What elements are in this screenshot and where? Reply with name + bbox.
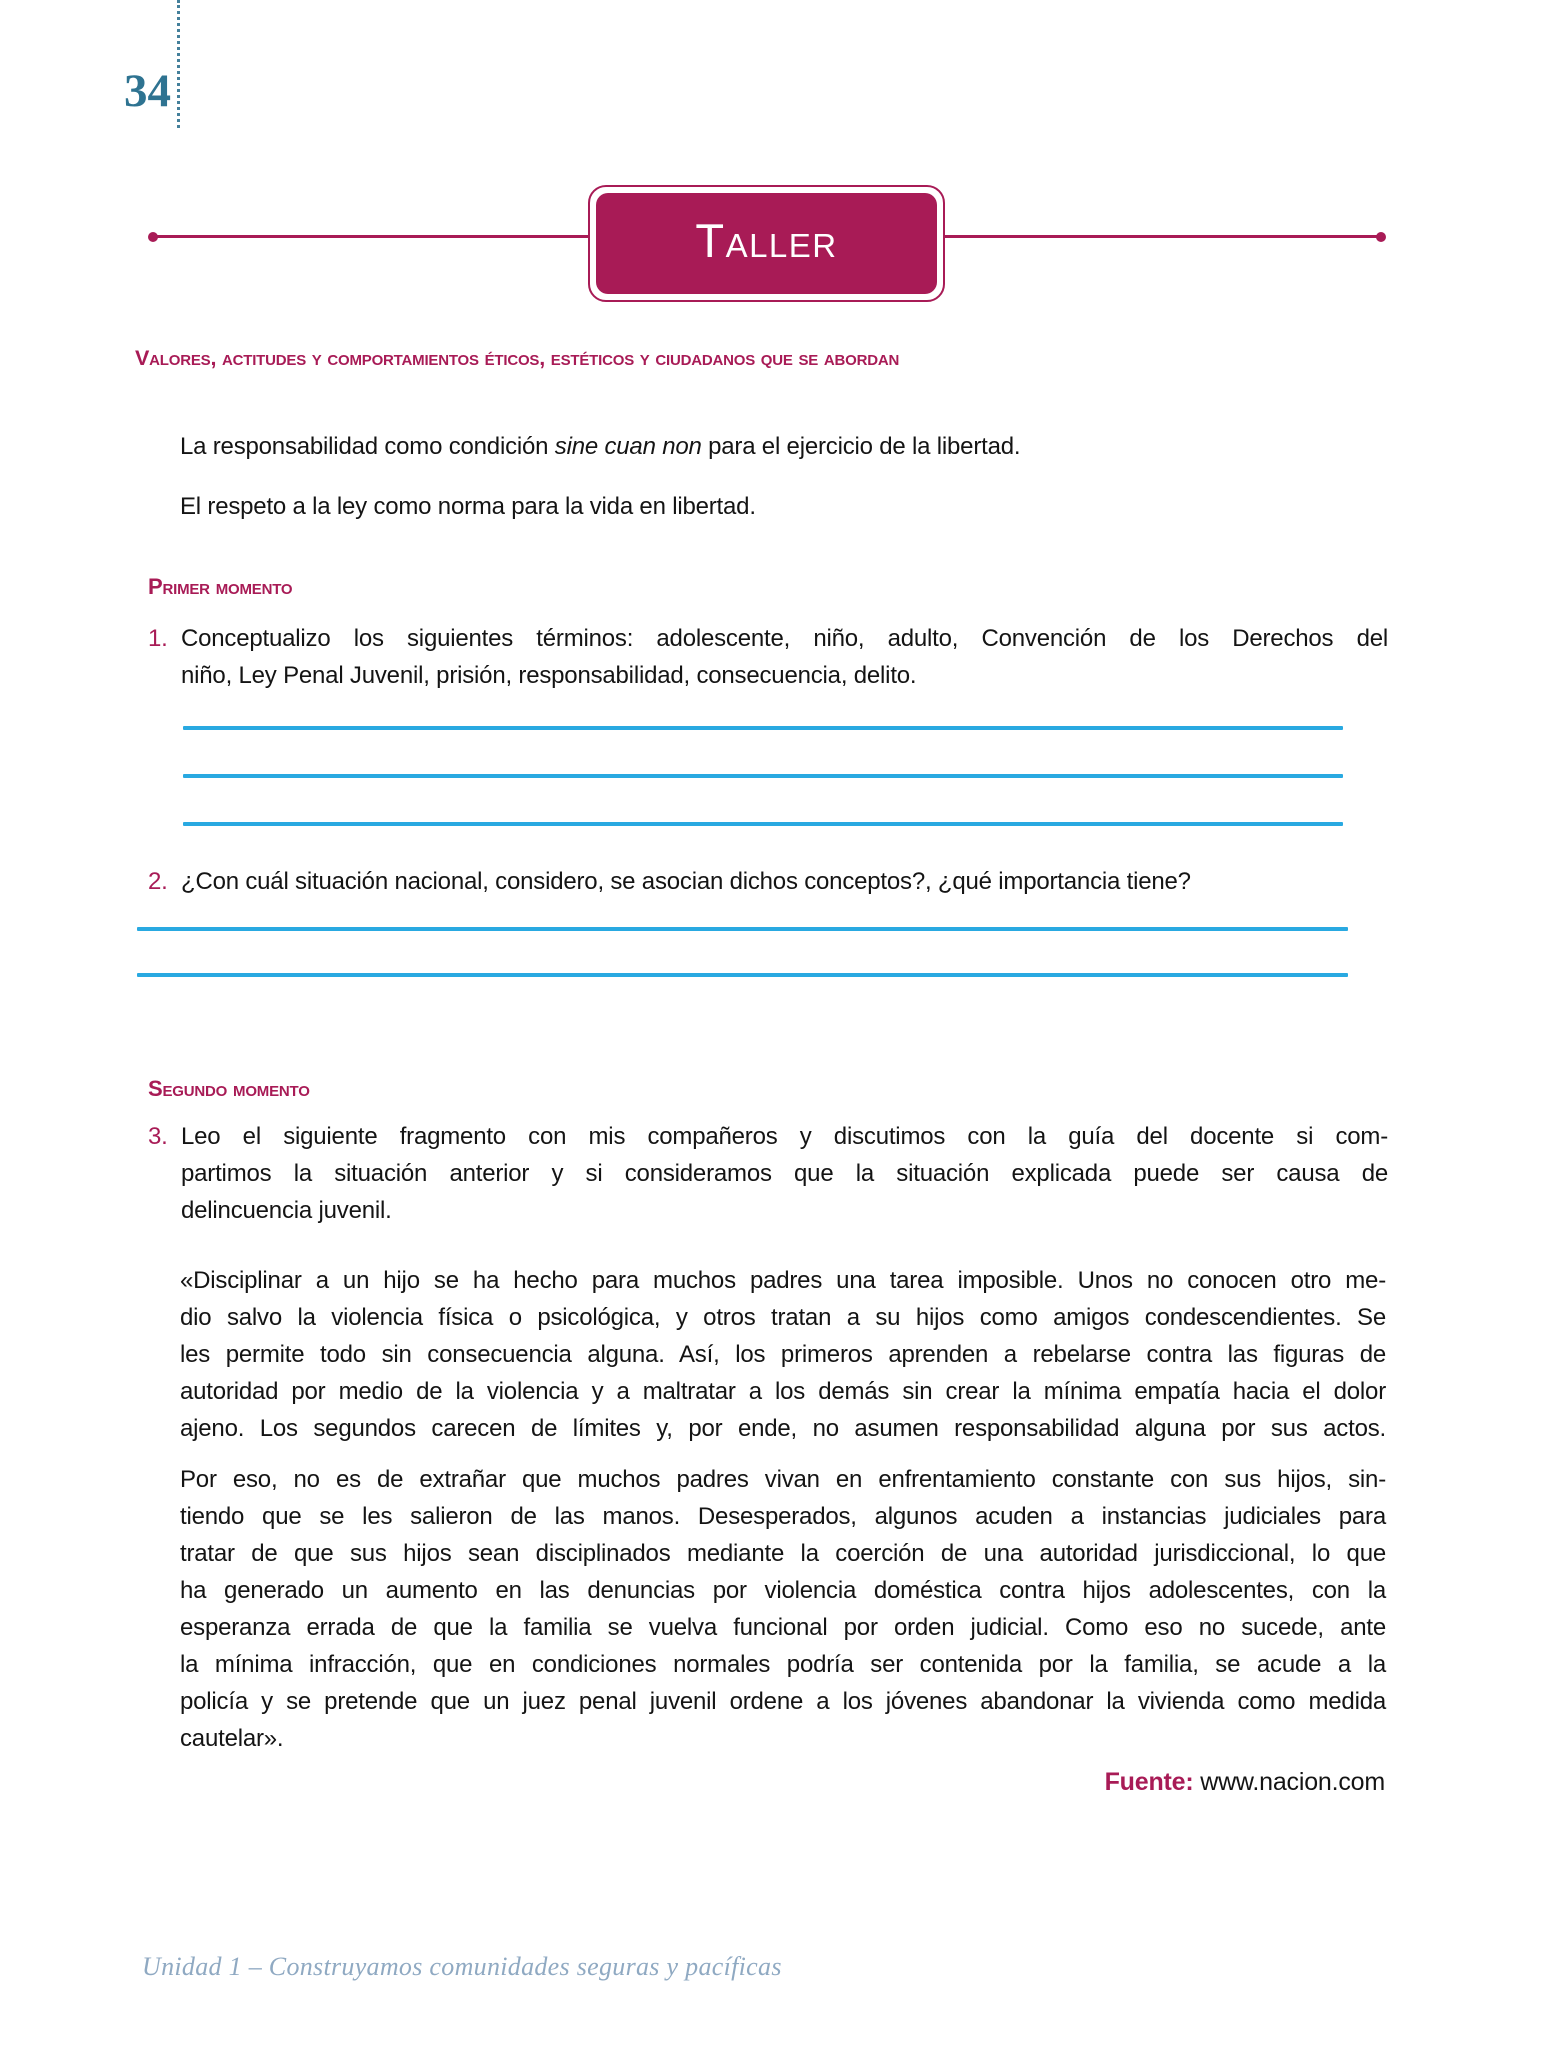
text-line: delincuencia juvenil. (181, 1197, 392, 1224)
activity-item-1 (148, 620, 1388, 694)
text-line: ha generado un aumento en las denuncias por violencia doméstica contra hijos adolescentes, con la (180, 1577, 1386, 1604)
text-line: esperanza errada de que la familia se vuelva funcional por orden judicial. Como eso no sucede, ante (180, 1614, 1386, 1641)
item-3-number: 3. (148, 1123, 168, 1150)
taller-banner-title: Taller (596, 193, 937, 294)
intro-statement-2: El respeto a la ley como norma para la vida en libertad. (180, 493, 756, 520)
text-line: Conceptualizo los siguientes términos: adolescente, niño, adulto, Convención de los Derechos del (181, 625, 1388, 652)
answer-writing-line (137, 973, 1348, 977)
unit-footer: Unidad 1 – Construyamos comunidades seguras y pacíficas (142, 1952, 782, 1981)
source-label: Fuente: (1104, 1768, 1194, 1796)
text-line: tratar de que sus hijos sean disciplinados mediante la coerción de una autoridad jurisdiccional, lo que (180, 1540, 1386, 1567)
taller-banner (588, 185, 945, 302)
activity-item-3 (148, 1118, 1388, 1229)
text-line: «Disciplinar a un hijo se ha hecho para muchos padres una tarea imposible. Unos no conocen otro me- (180, 1267, 1386, 1294)
text-line: tiendo que se les salieron de las manos. Desesperados, algunos acuden a instancias judiciales para (180, 1503, 1386, 1530)
text-line: les permite todo sin consecuencia alguna. Así, los primeros aprenden a rebelarse contra las figuras de (180, 1341, 1386, 1368)
intro-statement-1-pre: La responsabilidad como condición (180, 433, 555, 460)
answer-writing-line (183, 726, 1343, 730)
intro-statement-1 (180, 432, 1390, 462)
text-line: ¿Con cuál situación nacional, considero, se asocian dichos conceptos?, ¿qué importancia tiene? (181, 868, 1191, 895)
text-line: partimos la situación anterior y si consideramos que la situación explicada puede ser causa de (181, 1160, 1388, 1187)
source-value (1200, 1768, 1385, 1796)
item-1-number: 1. (148, 625, 168, 652)
section-heading-primer-momento: Primer momento (148, 574, 293, 599)
corner-dotted-rule (177, 0, 180, 128)
item-2-text (181, 863, 1388, 900)
text-line: Por eso, no es de extrañar que muchos padres vivan en enfrentamiento constante con sus hijos, sin- (180, 1466, 1386, 1493)
item-3-text (181, 1118, 1388, 1229)
rule-left-dot (148, 232, 158, 242)
rule-right-dot (1376, 232, 1386, 242)
answer-writing-line (183, 774, 1343, 778)
item-2-number: 2. (148, 868, 168, 895)
answer-lines-item-2 (137, 927, 1348, 1019)
section-heading-segundo-momento: Segundo momento (148, 1076, 310, 1101)
reading-passage-paragraph-1 (180, 1262, 1386, 1447)
intro-statement-1-latin-phrase: sine cuan non (554, 433, 702, 460)
text-line: niño, Ley Penal Juvenil, prisión, responsabilidad, consecuencia, delito. (181, 662, 917, 689)
intro-statement-1-post: para el ejercicio de la libertad. (701, 433, 1021, 460)
text-line: autoridad por medio de la violencia y a maltratar a los demás sin crear la mínima empatía hacia el dolor (180, 1378, 1386, 1405)
answer-writing-line (137, 927, 1348, 931)
text-line: ajeno. Los segundos carecen de límites y, por ende, no asumen responsabilidad alguna por sus actos. (180, 1415, 1386, 1442)
page-number: 34 (124, 65, 171, 117)
source-url: www.nacion.com (1200, 1768, 1385, 1796)
item-1-text (181, 620, 1388, 694)
activity-item-2 (148, 863, 1388, 900)
text-line: Leo el siguiente fragmento con mis compañeros y discutimos con la guía del docente si com- (181, 1123, 1388, 1150)
text-line: policía y se pretende que un juez penal juvenil ordene a los jóvenes abandonar la vivienda como medida (180, 1688, 1386, 1715)
source-line (1105, 1768, 1385, 1797)
text-line: la mínima infracción, que en condiciones normales podría ser contenida por la familia, se acude a la (180, 1651, 1386, 1678)
text-line: cautelar». (180, 1725, 284, 1752)
answer-lines-item-1 (183, 726, 1343, 870)
text-line: dio salvo la violencia física o psicológica, y otros tratan a su hijos como amigos condescendientes. Se (180, 1304, 1386, 1331)
answer-writing-line (183, 822, 1343, 826)
values-heading: Valores, actitudes y comportamientos éticos, estéticos y ciudadanos que se abordan (135, 346, 900, 370)
reading-passage-paragraph-2 (180, 1461, 1386, 1757)
